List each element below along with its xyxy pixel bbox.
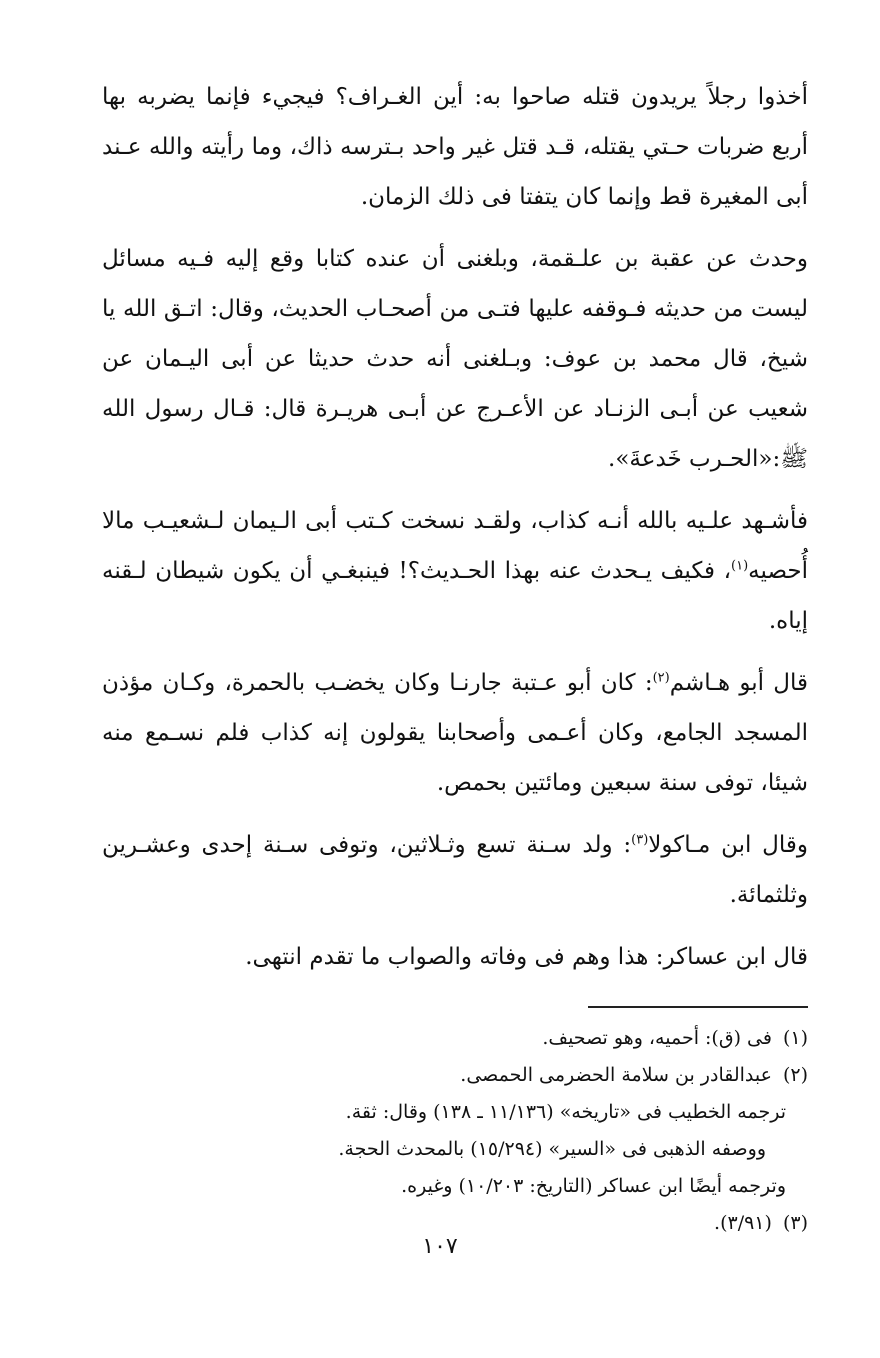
footnote-divider xyxy=(588,1006,808,1008)
footnote-1-text: فى (ق): أحميه، وهو تصحيف. xyxy=(542,1027,772,1049)
paragraph-3-text-end: ، فكيف يـحدث عنه بهذا الحـديث؟! فينبغـي أن يكون شيطان لـقنه إياه. xyxy=(102,558,808,634)
page-body xyxy=(102,72,808,1242)
footnotes-section xyxy=(102,1020,808,1242)
footnote-2-line-2: ترجمه الخطيب فى «تاريخه» (١١/١٣٦ ـ ١٣٨) وقال: ثقة. xyxy=(345,1101,786,1123)
footnote-1-number: (١) xyxy=(782,1027,808,1049)
paragraph-2: وحدث عن عقبة بن علـقمة، وبلغنى أن عنده كتابا وقع إليه فـيه مسائل ليست من حديثه فـوقفه عليها فتـى من أصحـاب الحديث، وقال: اتـق الله يا شيخ، قال محمد بن عوف: وبـلغنى أنه حدث حديثا عن أبى اليـمان عن شعيب عن أبـى الزنـاد عن الأعـرج عن أبـى هريـرة قال: قـال رسول الله ﷺ:«الحـرب خَدعةَ». xyxy=(102,246,808,472)
paragraph-4-text-end: : كان أبو عـتبة جارنـا وكان يخضـب بالحمرة، وكـان مؤذن المسجد الجامع، وكان أعـمى وأصحابنا يقولون إنه كذاب فلم نسـمع منه شيئا، توفى سنة سبعين ومائتين بحمص. xyxy=(102,670,808,796)
footnote-3-number: (٣) xyxy=(782,1212,808,1234)
paragraph-1: أخذوا رجلاً يريدون قتله صاحوا به: أين الغـراف؟ فيجيء فإنما يضربه بها أربع ضربات حـتي يقتله، قـد قتل غير واحد بـترسه ذاك، وما رأيته والله عـند أبى المغيرة قط وإنما كان يتفتا فى ذلك الزمان. xyxy=(102,84,808,210)
paragraph-3-text-start: فأشـهد علـيه بالله أنـه كذاب، ولقـد نسخت كـتب أبى الـيمان لـشعيـب مالا أُحصيه xyxy=(102,508,808,584)
page-number: ١٠٧ xyxy=(422,1234,458,1259)
footnote-2-line-3: ووصفه الذهبى فى «السير» (١٥/٢٩٤) بالمحدث الحجة. xyxy=(338,1138,766,1160)
paragraph-4-text-start: قال أبو هـاشم xyxy=(669,670,808,696)
footnote-1 xyxy=(102,1020,808,1057)
footnote-2-line-4: وترجمه أيضًا ابن عساكر (التاريخ: ١٠/٢٠٣) وغيره. xyxy=(401,1175,786,1197)
paragraph-5-text-end: : ولد سـنة تسع وثـلاثين، وتوفى سـنة إحدى وعشـرين وثلثمائة. xyxy=(102,832,808,908)
footnote-2-text: عبدالقادر بن سلامة الحضرمى الحمصى. xyxy=(460,1064,772,1086)
footnote-2 xyxy=(102,1057,808,1094)
paragraph-6: قال ابن عساكر: هذا وهم فى وفاته والصواب ما تقدم انتهى. xyxy=(245,944,808,970)
footnote-2-number: (٢) xyxy=(782,1064,808,1086)
paragraph-3 xyxy=(102,496,808,646)
footnote-ref-3[interactable]: (٣) xyxy=(631,832,649,848)
footnote-ref-2[interactable]: (٢) xyxy=(652,670,670,686)
paragraph-5-text-start: وقال ابن مـاكولا xyxy=(648,832,808,858)
footnote-ref-1[interactable]: (١) xyxy=(731,558,749,574)
paragraph-5 xyxy=(102,820,808,920)
paragraph-4 xyxy=(102,658,808,808)
footnote-3-text: (٣/٩١). xyxy=(714,1212,772,1234)
